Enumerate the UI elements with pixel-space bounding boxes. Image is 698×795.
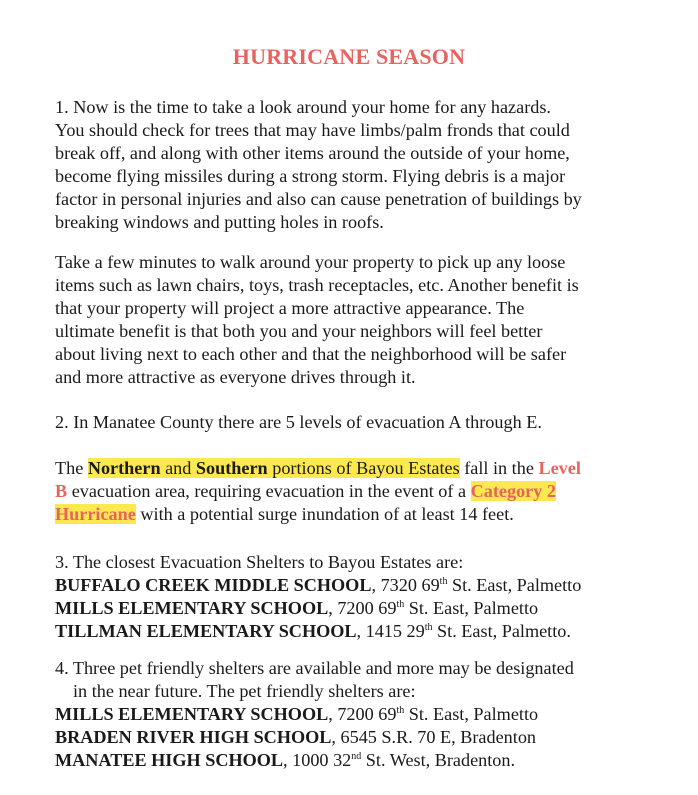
text-line — [55, 457, 675, 480]
text-line: You should check for trees that may have limbs/palm fronds that could — [55, 120, 570, 140]
text-line: in the near future. The pet friendly shelters are: — [73, 681, 416, 701]
bold-southern: Southern — [195, 458, 268, 478]
shelter-address: St. East, Palmetto — [404, 598, 539, 618]
text-line: 4. Three pet friendly shelters are available and more may be designated — [55, 658, 574, 678]
text-line: 1. Now is the time to take a look around your home for any hazards. — [55, 97, 551, 117]
text-run: and — [160, 458, 196, 478]
shelter-name: TILLMAN ELEMENTARY SCHOOL — [55, 621, 357, 641]
text-line: and more attractive as everyone drives through it. — [55, 367, 416, 387]
text-line: breaking windows and putting holes in roofs. — [55, 212, 384, 232]
shelter-address: St. West, Bradenton. — [361, 750, 516, 770]
ordinal-suffix: th — [396, 599, 405, 610]
text-line: factor in personal injuries and also can cause penetration of buildings by — [55, 189, 582, 209]
text-line: that your property will project a more attractive appearance. The — [55, 298, 525, 318]
shelter-address: St. East, Palmetto — [404, 704, 539, 724]
shelter-line — [55, 726, 675, 749]
text-run: with a potential surge inundation of at least 14 feet. — [135, 504, 514, 524]
text-run: portions of Bayou Estates — [267, 458, 460, 478]
bold-northern: Northern — [87, 458, 161, 478]
category-highlight: Category 2 — [470, 481, 556, 501]
text-line — [55, 503, 675, 526]
ordinal-suffix: th — [439, 576, 448, 587]
shelter-address: , 1415 29 — [356, 621, 425, 641]
shelter-address: St. East, Palmetto. — [432, 621, 571, 641]
ordinal-suffix: th — [424, 622, 433, 633]
shelter-address: St. East, Palmetto — [447, 575, 582, 595]
shelter-line — [55, 597, 675, 620]
text-run: The — [55, 458, 88, 478]
text-line — [55, 480, 675, 503]
shelter-address: , 7200 69 — [328, 704, 397, 724]
shelter-name: MANATEE HIGH SCHOOL — [55, 750, 284, 770]
text-line: about living next to each other and that the neighborhood will be safer — [55, 344, 567, 364]
text-line: ultimate benefit is that both you and your neighbors will feel better — [55, 321, 543, 341]
shelter-line — [55, 620, 675, 643]
shelter-address: , 7320 69 — [371, 575, 440, 595]
text-line: items such as lawn chairs, toys, trash receptacles, etc. Another benefit is — [55, 275, 579, 295]
shelter-line — [55, 703, 675, 726]
text-line: break off, and along with other items around the outside of your home, — [55, 143, 570, 163]
ordinal-suffix: th — [396, 705, 405, 716]
text-line: Take a few minutes to walk around your property to pick up any loose — [55, 252, 566, 272]
shelter-address: , 6545 S.R. 70 E, Bradenton — [331, 727, 537, 747]
section-3-paragraph — [55, 551, 675, 643]
shelter-address: , 1000 32 — [283, 750, 352, 770]
highlighted-text — [88, 458, 460, 478]
shelter-name: BRADEN RIVER HIGH SCHOOL — [55, 727, 332, 747]
section-4-paragraph — [55, 657, 675, 772]
page-title: HURRICANE SEASON — [232, 44, 466, 69]
text-run: fall in the — [459, 458, 539, 478]
shelter-line — [55, 749, 675, 772]
level-b-text: B — [55, 481, 68, 501]
text-run: evacuation area, requiring evacuation in the event of a — [67, 481, 471, 501]
text-line: become flying missiles during a strong storm. Flying debris is a major — [55, 166, 566, 186]
shelter-address: , 7200 69 — [328, 598, 397, 618]
section-2-paragraph — [55, 457, 675, 526]
shelter-name: BUFFALO CREEK MIDDLE SCHOOL — [55, 575, 372, 595]
text-line: 2. In Manatee County there are 5 levels of evacuation A through E. — [55, 412, 542, 432]
shelter-name: MILLS ELEMENTARY SCHOOL — [55, 598, 329, 618]
ordinal-suffix: nd — [351, 751, 362, 762]
section-2-intro — [55, 411, 675, 434]
shelter-name: MILLS ELEMENTARY SCHOOL — [55, 704, 329, 724]
shelter-line — [55, 574, 675, 597]
section-1-paragraph — [55, 96, 675, 234]
level-text: Level — [538, 458, 581, 478]
hurricane-highlight: Hurricane — [55, 504, 136, 524]
text-line: 3. The closest Evacuation Shelters to Bayou Estates are: — [55, 552, 464, 572]
section-1b-paragraph — [55, 251, 675, 389]
